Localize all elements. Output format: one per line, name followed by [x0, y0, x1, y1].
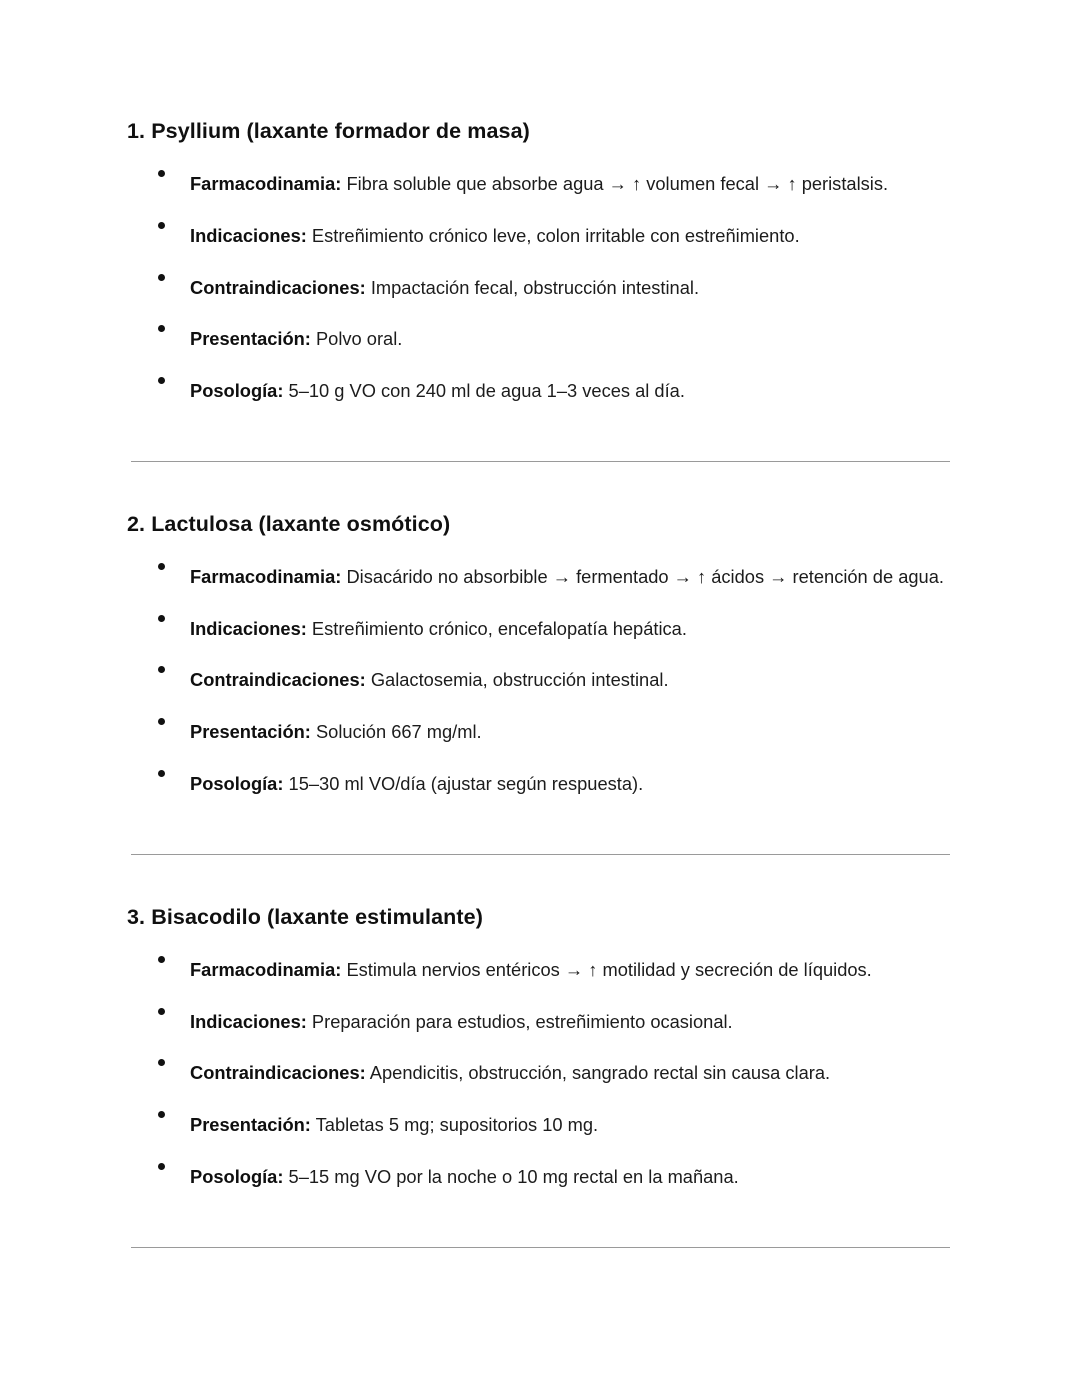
bullet-text: 5–10 g VO con 240 ml de agua 1–3 veces al día. [283, 380, 685, 402]
section-divider [131, 1247, 950, 1248]
bullet-dot-icon [158, 274, 165, 281]
section-bisacodilo [127, 904, 953, 1191]
list-item [127, 563, 953, 591]
bullet-text: Preparación para estudios, estreñimiento ocasional. [306, 1010, 733, 1032]
bullet-label: Farmacodinamia: [190, 565, 342, 587]
bullet-dot-icon [158, 770, 165, 777]
list-item [127, 377, 953, 405]
bullet-label: Presentación: [190, 328, 311, 350]
list-item [127, 718, 953, 746]
spacer [127, 1191, 953, 1247]
bullet-label: Posología: [190, 380, 284, 402]
bullet-dot-icon [158, 666, 165, 673]
list-item [127, 956, 953, 984]
list-item [127, 170, 953, 198]
bullet-label: Contraindicaciones: [190, 1062, 366, 1084]
section-psyllium [127, 118, 953, 405]
bullet-label: Presentación: [190, 721, 311, 743]
bullet-text: Impactación fecal, obstrucción intestinal. [365, 276, 700, 298]
bullet-label: Contraindicaciones: [190, 669, 366, 691]
bullet-label: Indicaciones: [190, 224, 307, 246]
bullet-text: Solución 667 mg/ml. [310, 721, 482, 743]
bullet-label: Farmacodinamia: [190, 172, 342, 194]
spacer [127, 798, 953, 854]
list-item [127, 325, 953, 353]
bullet-label: Indicaciones: [190, 617, 307, 639]
bullet-dot-icon [158, 718, 165, 725]
bullet-dot-icon [158, 615, 165, 622]
bullet-text: 15–30 ml VO/día (ajustar según respuesta). [283, 773, 644, 795]
bullet-list [127, 563, 953, 798]
bullet-dot-icon [158, 956, 165, 963]
section-heading: 2. Lactulosa (laxante osmótico) [127, 511, 451, 536]
list-item [127, 1163, 953, 1191]
bullet-label: Contraindicaciones: [190, 276, 366, 298]
bullet-dot-icon [158, 1111, 165, 1118]
bullet-dot-icon [158, 170, 165, 177]
list-item [127, 666, 953, 694]
spacer [127, 855, 953, 904]
section-heading: 1. Psyllium (laxante formador de masa) [127, 119, 530, 143]
section-heading: 3. Bisacodilo (laxante estimulante) [127, 904, 483, 929]
list-item [127, 770, 953, 798]
bullet-text: Galactosemia, obstrucción intestinal. [365, 669, 669, 691]
bullet-dot-icon [158, 1008, 165, 1015]
bullet-text: Polvo oral. [310, 328, 403, 350]
bullet-dot-icon [158, 325, 165, 332]
bullet-text: Estreñimiento crónico, encefalopatía hepática. [306, 617, 687, 639]
spacer [127, 405, 953, 461]
list-item [127, 615, 953, 643]
bullet-label: Presentación: [190, 1114, 311, 1136]
bullet-label: Posología: [190, 1165, 284, 1187]
list-item [127, 274, 953, 302]
bullet-text: Fibra soluble que absorbe agua → ↑ volumen fecal → ↑ peristalsis. [341, 172, 889, 194]
bullet-label: Indicaciones: [190, 1010, 307, 1032]
section-lactulosa [127, 511, 953, 798]
bullet-list [127, 956, 953, 1191]
bullet-label: Farmacodinamia: [190, 958, 342, 980]
document-content [127, 118, 953, 1248]
list-item [127, 1059, 953, 1087]
spacer [127, 462, 953, 511]
section-divider [131, 461, 950, 462]
bullet-dot-icon [158, 1059, 165, 1066]
bullet-dot-icon [158, 222, 165, 229]
bullet-text: Estreñimiento crónico leve, colon irritable con estreñimiento. [306, 224, 800, 246]
bullet-dot-icon [158, 377, 165, 384]
list-item [127, 1111, 953, 1139]
bullet-list [127, 170, 953, 405]
list-item [127, 1008, 953, 1036]
bullet-text: Disacárido no absorbible → fermentado → ↑ ácidos → retención de agua. [341, 565, 944, 587]
bullet-text: 5–15 mg VO por la noche o 10 mg rectal en la mañana. [283, 1165, 739, 1187]
list-item [127, 222, 953, 250]
bullet-dot-icon [158, 1163, 165, 1170]
bullet-label: Posología: [190, 773, 284, 795]
bullet-text: Estimula nervios entéricos → ↑ motilidad y secreción de líquidos. [341, 958, 872, 980]
bullet-text: Tabletas 5 mg; supositorios 10 mg. [310, 1114, 599, 1136]
bullet-dot-icon [158, 563, 165, 570]
section-divider [131, 854, 950, 855]
bullet-text: Apendicitis, obstrucción, sangrado rectal sin causa clara. [365, 1062, 831, 1084]
